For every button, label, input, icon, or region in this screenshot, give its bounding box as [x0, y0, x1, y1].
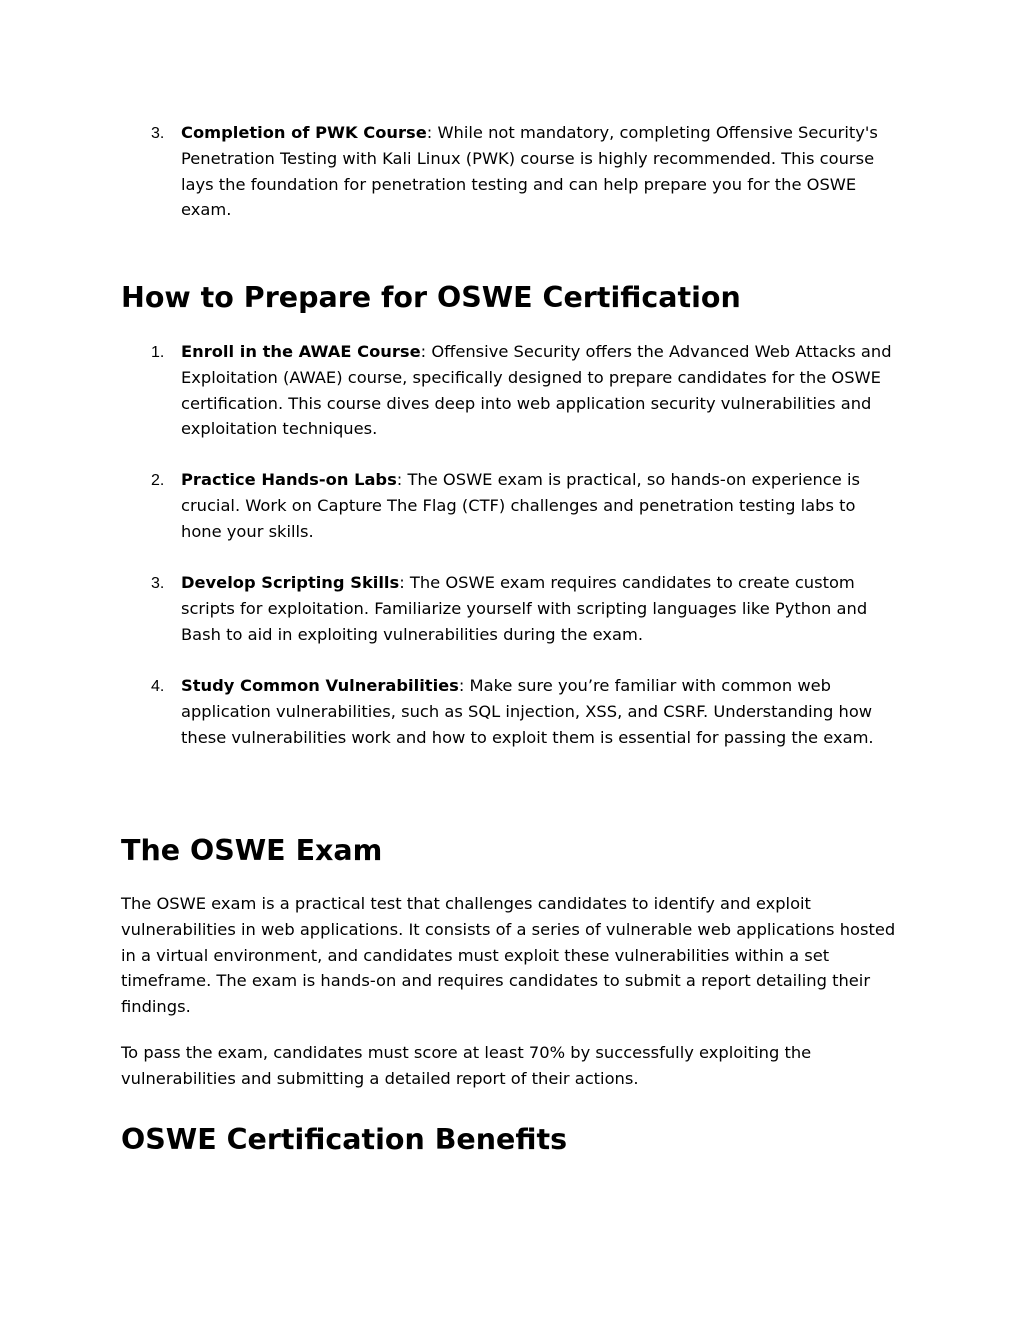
list-item-number: 3. [151, 125, 165, 142]
exam-paragraph-passing: To pass the exam, candidates must score at least 70% by successfully exploiting the vulnerabilities and submitting a detailed report of their actions. [121, 1043, 812, 1088]
list-item-text [181, 339, 896, 442]
list-item-text [181, 570, 896, 647]
section-heading-exam: The OSWE Exam [121, 834, 383, 867]
list-item-body: : The OSWE exam is practical, so hands-on experience is crucial. Work on Capture The Flag (CTF) challenges and penetration testing labs to hone your skills. [181, 470, 860, 541]
list-item-title: Enroll in the AWAE Course [181, 342, 421, 361]
section-heading-benefits: OSWE Certification Benefits [121, 1123, 568, 1156]
list-item-body: : Make sure you’re familiar with common web application vulnerabilities, such as SQL injection, XSS, and CSRF. Understanding how these vulnerabilities work and how to exploit them is essential for passing the exam. [181, 676, 874, 747]
list-item-title: Practice Hands-on Labs [181, 470, 397, 489]
list-item-text [181, 467, 896, 544]
list-item-body: : While not mandatory, completing Offensive Security's Penetration Testing with Kali Linux (PWK) course is highly recommended. This course lays the foundation for penetration testing and can help prepare you for the OSWE exam. [181, 123, 878, 220]
list-item-text [181, 120, 896, 223]
list-item-number: 4. [151, 678, 165, 695]
list-item-title: Completion of PWK Course [181, 123, 427, 142]
list-item-title: Develop Scripting Skills [181, 573, 400, 592]
section-heading-prepare: How to Prepare for OSWE Certification [121, 281, 741, 314]
list-item-body: : Offensive Security offers the Advanced Web Attacks and Exploitation (AWAE) course, specifically designed to prepare candidates for the OSWE certification. This course dives deep into web application security vulnerabilities and exploitation techniques. [181, 342, 892, 439]
exam-paragraph-description: The OSWE exam is a practical test that challenges candidates to identify and exploit vulnerabilities in web applications. It consists of a series of vulnerable web applications hosted in a virtual environment, and candidates must exploit these vulnerabilities within a set timeframe. The exam is hands-on and requires candidates to submit a report detailing their findings. [121, 894, 896, 1017]
list-item-number: 2. [151, 472, 165, 489]
list-item-text [181, 673, 896, 750]
list-item-body: : The OSWE exam requires candidates to create custom scripts for exploitation. Familiarize yourself with scripting languages like Python and Bash to aid in exploiting vulnerabilities during the exam. [181, 573, 868, 644]
list-item-number: 3. [151, 575, 165, 592]
list-item-number: 1. [151, 344, 165, 361]
list-item-title: Study Common Vulnerabilities [181, 676, 459, 695]
